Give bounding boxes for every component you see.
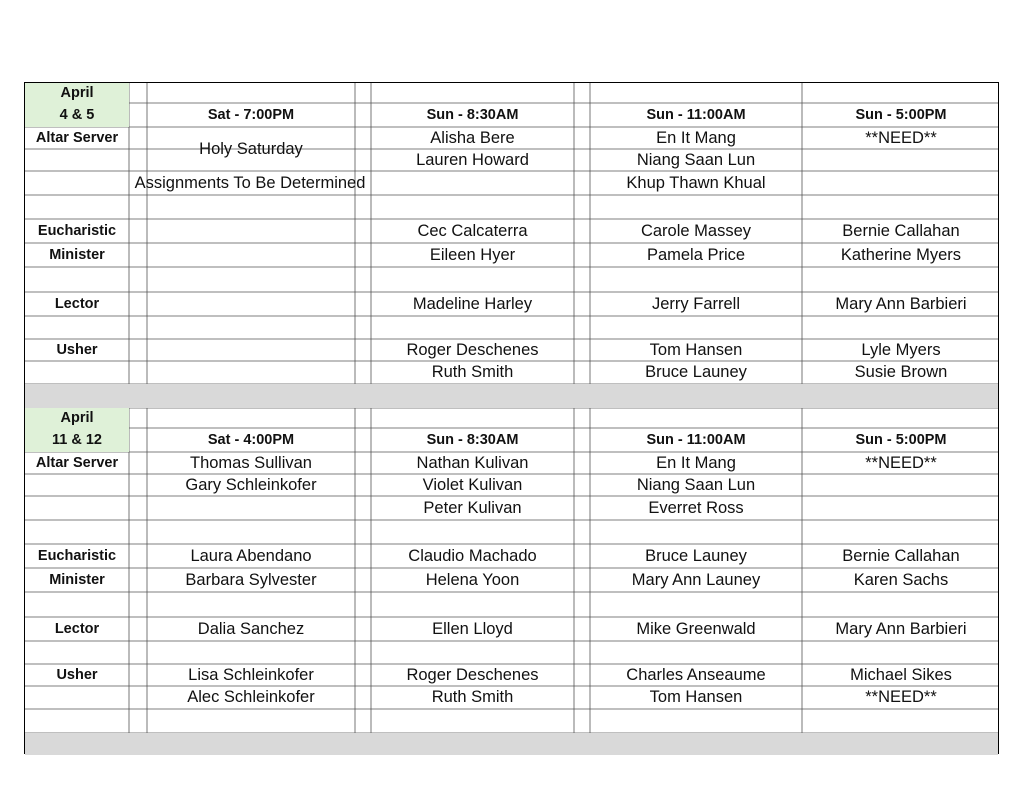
altar-sun1100-1: En It Mang [656, 453, 736, 472]
usher-sun1100-1: Tom Hansen [649, 340, 743, 359]
altar-sun500-1: **NEED** [865, 453, 937, 472]
altar-sun830-3: Peter Kulivan [423, 498, 522, 517]
role-altar-server: Altar Server [35, 130, 119, 146]
time-sun-830: Sun - 8:30AM [426, 107, 519, 123]
usher-sun830-1: Roger Deschenes [406, 665, 539, 684]
assignments-note: Assignments To Be Determined [134, 173, 366, 192]
date-line1: April [25, 408, 129, 428]
role-usher: Usher [56, 342, 98, 358]
separator-band [25, 733, 998, 755]
time-sat: Sat - 7:00PM [207, 107, 295, 123]
lector-sun1100: Mike Greenwald [636, 619, 756, 638]
usher-sun1100-2: Tom Hansen [649, 687, 743, 706]
lector-sun830: Madeline Harley [412, 294, 533, 313]
em-sun1100-2: Mary Ann Launey [631, 570, 761, 589]
time-sun-830: Sun - 8:30AM [426, 432, 519, 448]
em-sat-2: Barbara Sylvester [185, 570, 317, 589]
lector-sat: Dalia Sanchez [197, 619, 305, 638]
date-line2: 11 & 12 [25, 428, 129, 452]
lector-sun500: Mary Ann Barbieri [835, 619, 967, 638]
time-sun-1100: Sun - 11:00AM [646, 107, 746, 123]
time-sun-1100: Sun - 11:00AM [646, 432, 746, 448]
time-sun-500: Sun - 5:00PM [855, 107, 947, 123]
schedule-sheet [24, 82, 999, 754]
altar-sun830-2: Violet Kulivan [422, 475, 523, 494]
altar-sun1100-2: Niang Saan Lun [636, 475, 756, 494]
role-eucharistic: Eucharistic [37, 223, 117, 239]
role-minister: Minister [49, 572, 105, 588]
altar-sun1100-1: En It Mang [656, 128, 736, 147]
em-sun1100-2: Pamela Price [646, 245, 746, 264]
em-sun1100-1: Bruce Launey [645, 546, 747, 565]
em-sun500-1: Bernie Callahan [842, 546, 960, 565]
usher-sun1100-1: Charles Anseaume [626, 665, 766, 684]
usher-sun500-2: **NEED** [865, 687, 937, 706]
date-line1: April [25, 83, 129, 103]
role-lector: Lector [54, 621, 100, 637]
lector-sun500: Mary Ann Barbieri [835, 294, 967, 313]
altar-sun830-1: Nathan Kulivan [416, 453, 529, 472]
usher-sun830-2: Ruth Smith [431, 362, 514, 381]
altar-sun830-2: Lauren Howard [416, 150, 529, 169]
em-sun830-2: Eileen Hyer [429, 245, 516, 264]
separator-band [25, 384, 998, 408]
altar-sun1100-3: Khup Thawn Khual [626, 173, 766, 192]
role-eucharistic: Eucharistic [37, 548, 117, 564]
usher-sat-2: Alec Schleinkofer [187, 687, 315, 706]
altar-sun1100-2: Niang Saan Lun [636, 150, 756, 169]
em-sun500-2: Karen Sachs [853, 570, 949, 589]
role-minister: Minister [49, 247, 105, 263]
usher-sat-1: Lisa Schleinkofer [188, 665, 314, 684]
altar-sun1100-3: Everret Ross [648, 498, 744, 517]
usher-sun1100-2: Bruce Launey [645, 362, 747, 381]
em-sun1100-1: Carole Massey [640, 221, 752, 240]
altar-sun830-1: Alisha Bere [430, 128, 515, 147]
time-sun-500: Sun - 5:00PM [855, 432, 947, 448]
usher-sun500-1: Michael Sikes [850, 665, 952, 684]
time-sat: Sat - 4:00PM [207, 432, 295, 448]
em-sun830-2: Helena Yoon [425, 570, 520, 589]
altar-sat-2: Gary Schleinkofer [185, 475, 317, 494]
role-altar-server: Altar Server [35, 455, 119, 471]
altar-sat-1: Thomas Sullivan [190, 453, 312, 472]
em-sun500-1: Bernie Callahan [842, 221, 960, 240]
usher-sun500-2: Susie Brown [854, 362, 948, 381]
lector-sun1100: Jerry Farrell [651, 294, 740, 313]
altar-sun500-1: **NEED** [865, 128, 937, 147]
em-sun830-1: Claudio Machado [408, 546, 537, 565]
role-lector: Lector [54, 296, 100, 312]
em-sun500-2: Katherine Myers [840, 245, 962, 264]
date-line2: 4 & 5 [25, 103, 129, 127]
em-sat-1: Laura Abendano [190, 546, 312, 565]
usher-sun830-1: Roger Deschenes [406, 340, 539, 359]
lector-sun830: Ellen Lloyd [432, 619, 513, 638]
role-usher: Usher [56, 667, 98, 683]
holy-saturday-label: Holy Saturday [199, 139, 303, 158]
usher-sun500-1: Lyle Myers [861, 340, 941, 359]
em-sun830-1: Cec Calcaterra [417, 221, 528, 240]
usher-sun830-2: Ruth Smith [431, 687, 514, 706]
